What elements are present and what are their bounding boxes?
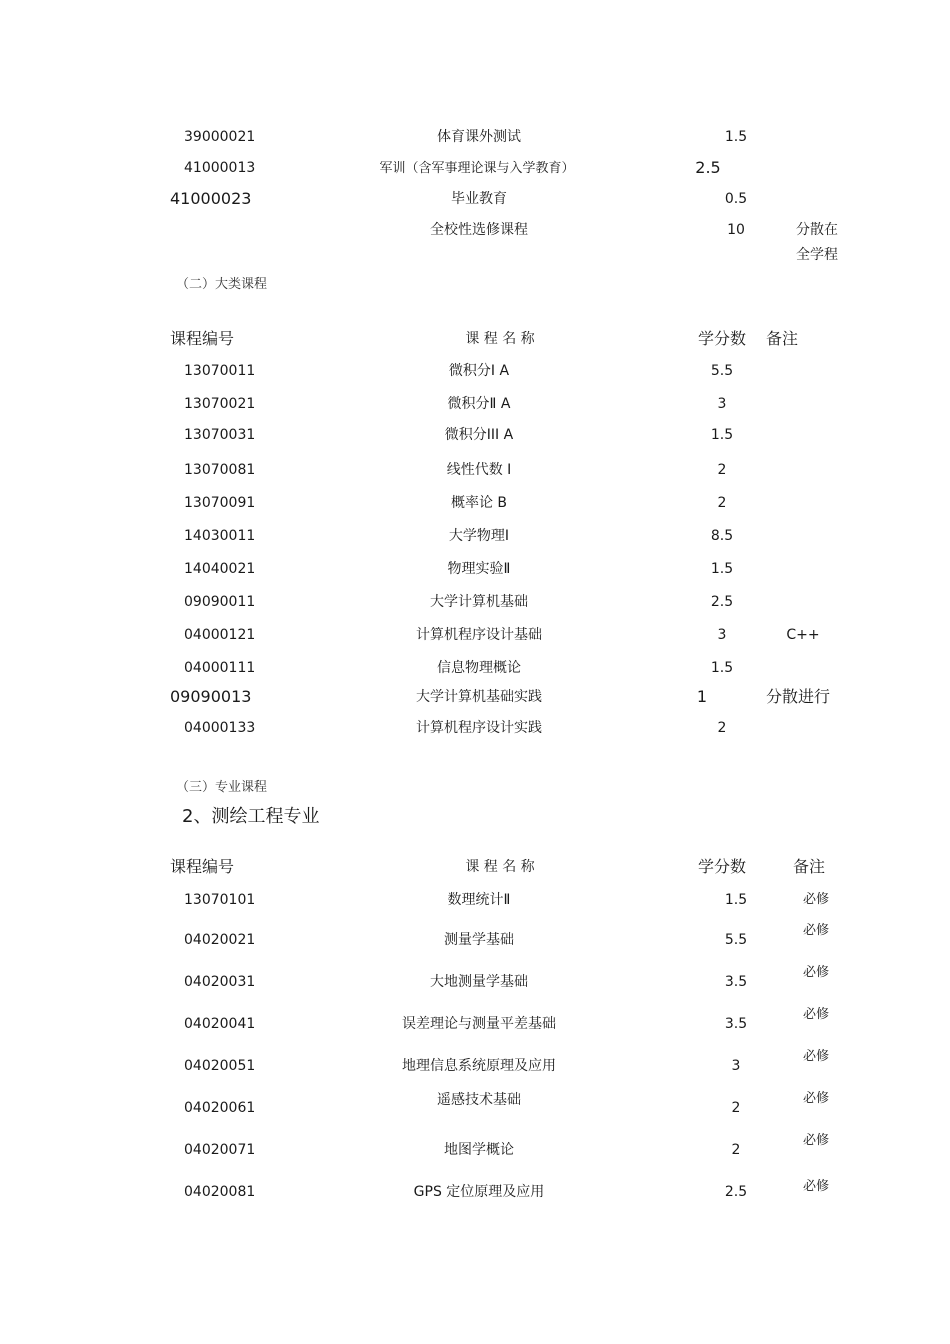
- course-credit: 1: [696, 687, 708, 706]
- course-credit: 2.5: [724, 1184, 748, 1200]
- course-name: 地图学概论: [444, 1142, 514, 1158]
- course-name: 大学物理Ⅰ: [448, 528, 510, 544]
- course-code: 04020071: [184, 1142, 256, 1158]
- course-code: 04020061: [184, 1100, 256, 1116]
- course-name: 信息物理概论: [437, 660, 521, 676]
- course-name: 微积分Ⅰ A: [448, 363, 510, 379]
- course-name: 地理信息系统原理及应用: [402, 1058, 556, 1074]
- course-credit: 1.5: [724, 892, 748, 908]
- section-heading: （二）大类课程: [176, 277, 268, 292]
- course-credit: 3.5: [724, 974, 748, 990]
- course-code: 04020021: [184, 932, 256, 948]
- course-note: 必修: [803, 1007, 830, 1022]
- course-credit: 5.5: [724, 932, 748, 948]
- course-code: 13070021: [184, 396, 256, 412]
- course-note: C++: [786, 627, 820, 643]
- course-name: 计算机程序设计基础: [416, 627, 542, 643]
- course-credit: 1.5: [710, 427, 734, 443]
- course-code: 14030011: [184, 528, 256, 544]
- header-credit: 学分数: [698, 329, 747, 348]
- course-note: 必修: [803, 1091, 830, 1106]
- course-name: 数理统计Ⅱ: [447, 892, 511, 908]
- course-code: 04000111: [184, 660, 256, 676]
- course-credit: 3: [717, 396, 727, 412]
- course-credit: 2: [731, 1100, 741, 1116]
- course-note: 分散进行: [766, 687, 831, 706]
- course-credit: 2: [717, 495, 727, 511]
- course-name: 微积分Ⅱ A: [447, 396, 511, 412]
- course-credit: 5.5: [710, 363, 734, 379]
- course-credit: 1.5: [710, 561, 734, 577]
- section-heading: （三）专业课程: [176, 780, 268, 795]
- course-credit: 1.5: [710, 660, 734, 676]
- course-code: 41000013: [184, 160, 256, 176]
- course-code: 39000021: [184, 129, 256, 145]
- header-note: 备注: [793, 857, 826, 876]
- course-name: 物理实验Ⅱ: [447, 561, 511, 577]
- course-name: 概率论 B: [450, 495, 508, 511]
- major-title: 2、测绘工程专业: [182, 806, 320, 827]
- course-code: 13070011: [184, 363, 256, 379]
- course-code: 13070081: [184, 462, 256, 478]
- course-name: 军训（含军事理论课与入学教育）: [379, 161, 575, 176]
- course-credit: 8.5: [710, 528, 734, 544]
- course-code: 04020031: [184, 974, 256, 990]
- course-credit: 2: [717, 462, 727, 478]
- course-credit: 3.5: [724, 1016, 748, 1032]
- header-code: 课程编号: [170, 857, 235, 876]
- course-name: GPS 定位原理及应用: [413, 1184, 545, 1200]
- course-name: 大学计算机基础: [430, 594, 528, 610]
- course-code: 04000121: [184, 627, 256, 643]
- course-note: 必修: [803, 923, 830, 938]
- course-credit: 2: [717, 720, 727, 736]
- course-code: 04020081: [184, 1184, 256, 1200]
- course-code: 09090013: [170, 687, 252, 706]
- course-code: 41000023: [170, 189, 252, 208]
- course-code: 13070091: [184, 495, 256, 511]
- course-name: 线性代数 I: [446, 462, 512, 478]
- header-note: 备注: [766, 329, 799, 348]
- course-credit: 10: [727, 222, 745, 238]
- course-code: 14040021: [184, 561, 256, 577]
- course-credit: 3: [731, 1058, 741, 1074]
- course-code: 04020041: [184, 1016, 256, 1032]
- course-note: 必修: [803, 1133, 830, 1148]
- course-name: 计算机程序设计实践: [416, 720, 542, 736]
- header-code: 课程编号: [170, 329, 235, 348]
- header-name: 课 程 名 称: [465, 859, 535, 875]
- header-credit: 学分数: [698, 857, 747, 876]
- course-code: 09090011: [184, 594, 256, 610]
- course-name: 大地测量学基础: [430, 974, 528, 990]
- course-note: 全学程: [796, 247, 838, 263]
- course-name: 误差理论与测量平差基础: [402, 1016, 556, 1032]
- course-name: 全校性选修课程: [430, 222, 528, 238]
- header-name: 课 程 名 称: [465, 331, 535, 347]
- course-code: 04000133: [184, 720, 256, 736]
- course-note: 分散在: [796, 222, 838, 238]
- course-credit: 3: [717, 627, 727, 643]
- course-credit: 2.5: [695, 158, 721, 177]
- course-code: 04020051: [184, 1058, 256, 1074]
- course-credit: 0.5: [724, 191, 748, 207]
- course-name: 测量学基础: [444, 932, 514, 948]
- course-credit: 2.5: [710, 594, 734, 610]
- course-note: 必修: [803, 892, 830, 907]
- course-note: 必修: [803, 1049, 830, 1064]
- course-name: 大学计算机基础实践: [416, 689, 542, 705]
- course-name: 体育课外测试: [437, 129, 521, 145]
- course-name: 遥感技术基础: [437, 1092, 521, 1108]
- course-code: 13070031: [184, 427, 256, 443]
- course-credit: 1.5: [724, 129, 748, 145]
- course-name: 微积分III A: [444, 427, 514, 443]
- course-credit: 2: [731, 1142, 741, 1158]
- course-note: 必修: [803, 1179, 830, 1194]
- course-code: 13070101: [184, 892, 256, 908]
- course-note: 必修: [803, 965, 830, 980]
- course-name: 毕业教育: [451, 191, 507, 207]
